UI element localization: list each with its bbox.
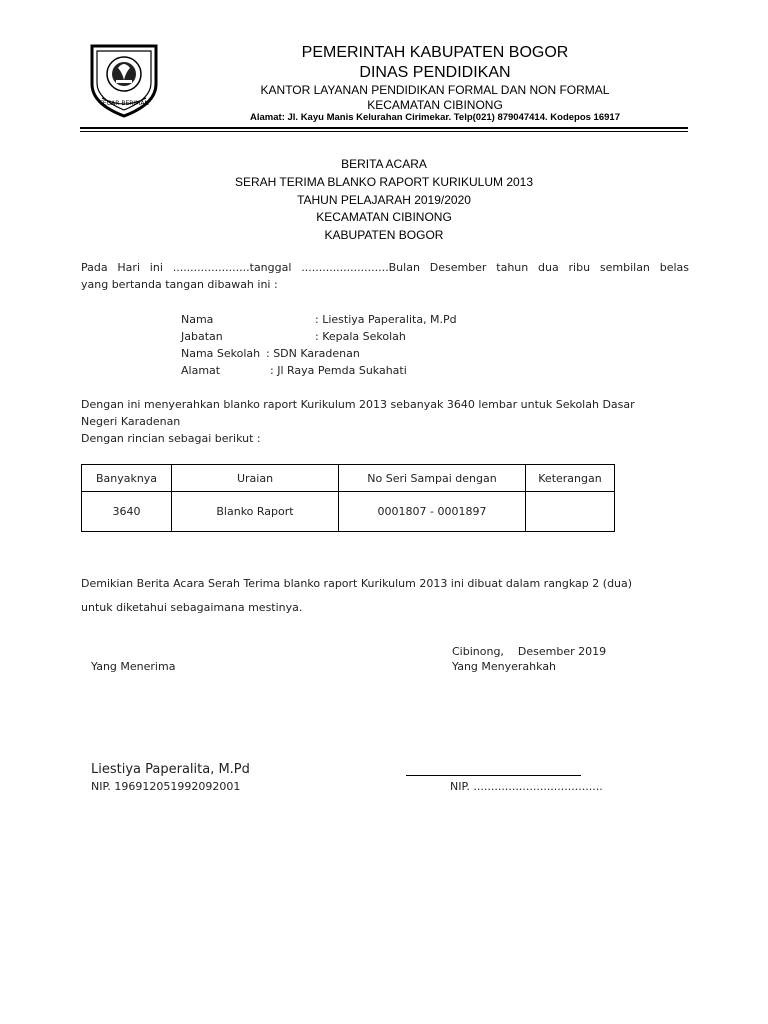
intro-line-1: Pada Hari ini ......................tanggal .........................Bulan Desember tahun dua ribu sembilan belas [81, 261, 689, 274]
receiver-nip: NIP. 196912051992092001 [91, 780, 241, 793]
statement-line-1: Dengan ini menyerahkan blanko raport Kurikulum 2013 sebanyak 3640 lembar untuk Sekolah Dasar [81, 398, 635, 411]
alamat-value: : Jl Raya Pemda Sukahati [270, 364, 407, 377]
jabatan-value: : Kepala Sekolah [315, 330, 406, 343]
receiver-label: Yang Menerima [91, 660, 176, 673]
doc-subtitle: SERAH TERIMA BLANKO RAPORT KURIKULUM 2013 [234, 175, 534, 189]
nama-value: : Liestiya Paperalita, M.Pd [315, 313, 457, 326]
nama-label: Nama [181, 313, 214, 326]
closing-line-2: untuk diketahui sebagaimana mestinya. [81, 601, 303, 614]
svg-text:TEGAR BERIMAN: TEGAR BERIMAN [99, 100, 149, 107]
table-row [82, 492, 615, 532]
header-banyaknya: Banyaknya [82, 465, 172, 492]
letterhead-rule-thick [80, 127, 688, 129]
cell-keterangan [526, 492, 615, 532]
sekolah-label: Nama Sekolah [181, 347, 261, 360]
cell-uraian: Blanko Raport [172, 492, 339, 532]
giver-label: Yang Menyerahkah [452, 660, 557, 673]
rincian-table [81, 464, 615, 532]
doc-title: BERITA ACARA [341, 157, 427, 171]
statement-line-3: Dengan rincian sebagai berikut : [81, 432, 261, 445]
table-header-row [82, 465, 615, 492]
letterhead-government: PEMERINTAH KABUPATEN BOGOR [301, 44, 569, 61]
letterhead-address: Alamat: Jl. Kayu Manis Kelurahan Cirimekar. Telp(021) 879047414. Kodepos 16917 [250, 112, 620, 123]
letterhead-department: DINAS PENDIDIKAN [359, 64, 511, 81]
header-keterangan: Keterangan [526, 465, 615, 492]
receiver-name: Liestiya Paperalita, M.Pd [91, 762, 250, 777]
sekolah-value: : SDN Karadenan [266, 347, 360, 360]
giver-nip: NIP. ..................................... [450, 780, 603, 793]
giver-signature-line [406, 775, 581, 776]
cell-no-seri: 0001807 - 0001897 [339, 492, 526, 532]
cell-banyaknya: 3640 [82, 492, 172, 532]
doc-district: KECAMATAN CIBINONG [316, 210, 452, 224]
statement-line-2: Negeri Karadenan [81, 415, 181, 428]
kabupaten-bogor-logo [88, 40, 160, 120]
letterhead-rule-thin [80, 131, 688, 132]
closing-line-1: Demikian Berita Acara Serah Terima blanko raport Kurikulum 2013 ini dibuat dalam rangkap 2 (dua) [81, 577, 633, 590]
place-date: Cibinong, Desember 2019 [452, 645, 607, 658]
letterhead-office: KANTOR LAYANAN PENDIDIKAN FORMAL DAN NON FORMAL [260, 83, 610, 97]
letterhead-district: KECAMATAN CIBINONG [367, 98, 503, 112]
alamat-label: Alamat [181, 364, 221, 377]
intro-line-2: yang bertanda tangan dibawah ini : [81, 278, 278, 291]
header-uraian: Uraian [172, 465, 339, 492]
doc-regency: KABUPATEN BOGOR [324, 228, 444, 242]
jabatan-label: Jabatan [181, 330, 223, 343]
header-no-seri: No Seri Sampai dengan [339, 465, 526, 492]
doc-year: TAHUN PELAJARAH 2019/2020 [297, 193, 471, 207]
